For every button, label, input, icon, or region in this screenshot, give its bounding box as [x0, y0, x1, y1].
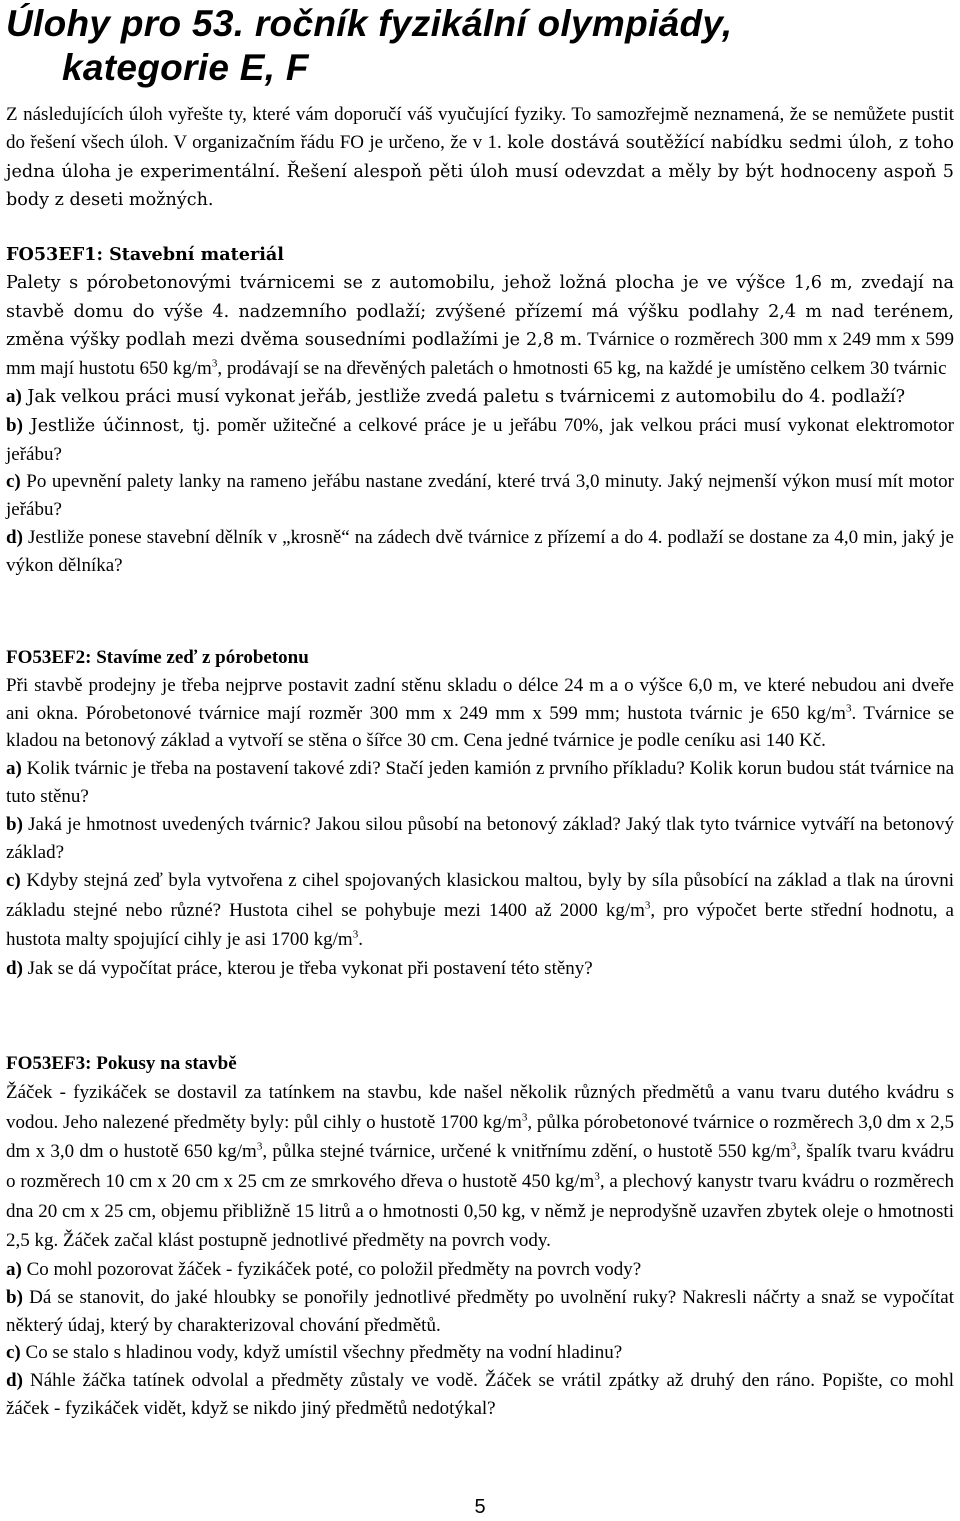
- task-2-heading: FO53EF2: Stavíme zeď z pórobetonu: [6, 647, 309, 668]
- question-label-c: c): [6, 471, 21, 493]
- question-text-a: Co mohl pozorovat žáček - fyzikáček poté, co položil předměty na povrch vody?: [21, 1259, 642, 1281]
- title-line-2: kategorie E, F: [62, 47, 309, 88]
- question-text-b: Dá se stanovit, do jaké hloubky se ponořily jednotlivé předměty po uvolnění ruky? Nakresli náčrty a snaž se vypočítat některý údaj, který by charakterizoval chování předmětů.: [6, 1286, 954, 1336]
- task-3-body-a: Žáček - fyzikáček se dostavil za tatínkem na stavbu, kde našel několik různých předmětů a vanu tvaru dutého kvádru s vodou. Jeho nalezené předměty byly: půl cihly o hustotě 1700 kg/m: [6, 1081, 954, 1133]
- question-label-b: b): [6, 1286, 23, 1308]
- task-2-body-a: Při stavbě prodejny je třeba nejprve postavit zadní stěnu skladu o délce 24 m a o výšce 6,0 m, ve které nebudou ani dveře ani okna. Pórobetonové tvárnice mají rozměr 300 mm x 249 mm x 599 mm; hustota tvárnic je 650 kg/m: [6, 674, 954, 724]
- task-1: [6, 241, 954, 580]
- question-label-c: c): [6, 870, 21, 892]
- question-text-c-3: .: [358, 929, 363, 951]
- question-label-d: d): [6, 957, 23, 979]
- question-text-d: Jak se dá vypočítat práce, kterou je třeba vykonat při postavení této stěny?: [22, 957, 593, 979]
- superscript: 3: [256, 1140, 263, 1153]
- task-3-body-b: , půlka pórobetonové tvárnice o rozměrech 3,0 dm x 2,5 dm x 3,0 dm o hustotě 650 kg/m: [6, 1111, 955, 1163]
- question-text-d: Náhle žáčka tatínek odvolal a předměty zůstaly ve vodě. Žáček se vrátil zpátky až druhý den ráno. Popište, co mohl žáček - fyzikáček vidět, když se nikdo jiný předmětů nedotýkal?: [6, 1370, 954, 1419]
- question-text-a: Jak velkou práci musí vykonat jeřáb, jestliže zvedá paletu s tvárnicemi z automobilu do 4. podlaží?: [21, 386, 906, 407]
- question-label-a: a): [6, 385, 22, 407]
- title-line-1: Úlohy pro 53. ročník fyzikální olympiády,: [6, 3, 733, 44]
- task-3-body-c: , půlka stejné tvárnice, určené k vnitřnímu zdění, o hustotě 550 kg/m: [262, 1141, 791, 1163]
- question-label-d: d): [6, 1370, 23, 1392]
- superscript: 3: [352, 929, 359, 942]
- task-2-body-b: . Tvárnice se kladou na betonový základ a vytvoří se stěna o šířce 30 cm. Cena jedné tvárnice je podle ceníku asi 140 Kč.: [6, 702, 955, 752]
- question-label-b: b): [6, 414, 23, 436]
- superscript: 3: [644, 899, 651, 912]
- intro-text-b: kole dostává soutěžící nabídku sedmi úloh, z toho jedna úloha je experimentální. Řešení alespoň pěti úloh musí odevzdat a měly by být hodnoceny aspoň 5 body z deseti možných.: [6, 132, 955, 211]
- intro-text-a: Z následujících úloh vyřešte ty, které vám doporučí váš vyučující fyziky. To samozřejmě neznamená, že se nemůžete pustit do řešení všech úloh. V organizačním řádu FO je určeno, že v 1.: [6, 104, 954, 153]
- task-1-body-a: Palety s pórobetonovými tvárnicemi se z automobilu, jehož ložná plocha je ve výšce 1,6 m, zvedají na stavbě domu do výše 4. nadzemního podlaží; zvýšené přízemí má výšku podlahy 2,4 m nad terénem, změna výšky podlah mezi dvěma sousedními podlažími je 2,8 m.: [6, 272, 954, 351]
- question-label-a: a): [6, 758, 22, 780]
- question-label-a: a): [6, 1259, 22, 1281]
- question-text-c-2: , pro výpočet berte střední hodnotu, a hustota malty spojující cihly je asi 1700 kg/m: [6, 899, 954, 951]
- task-3-body-d: , špalík tvaru kvádru o rozměrech 10 cm x 20 cm x 25 cm ze smrkového dřeva o hustotě 450 kg/m: [6, 1141, 955, 1192]
- question-text-b-1: Jestliže účinnost, tj.: [22, 415, 211, 436]
- question-label-b: b): [6, 813, 23, 835]
- superscript: 3: [594, 1170, 600, 1183]
- question-label-d: d): [6, 526, 23, 548]
- task-1-body-c: , prodávají se na dřevěných paletách o hmotnosti 65 kg, na každé je umístěno celkem 30 tvárnic: [217, 358, 947, 380]
- question-text-c: Co se stalo s hladinou vody, když umístil všechny předměty na vodní hladinu?: [20, 1342, 623, 1364]
- task-2: [6, 644, 954, 983]
- question-text-c-1: Kdyby stejná zeď byla vytvořena z cihel spojovaných klasickou maltou, byly by síla působící na základ a tlak na úrovni základu stejné nebo různé? Hustota cihel se pohybuje mezi 1400 až 2000 kg/m: [6, 870, 954, 921]
- question-label-c: c): [6, 1342, 21, 1364]
- superscript: 3: [845, 702, 852, 715]
- task-3: [6, 1050, 954, 1423]
- question-text-a: Kolik tvárnic je třeba na postavení takové zdi? Stačí jeden kamión z prvního příkladu? Kolik korun budou stát tvárnice na tuto stěnu?: [6, 758, 954, 807]
- task-1-heading: FO53EF1: Stavební materiál: [6, 244, 284, 265]
- task-3-heading: FO53EF3: Pokusy na stavbě: [6, 1053, 237, 1074]
- task-1-body-b: Tvárnice o rozměrech 300 mm x 249 mm x 599 mm mají hustotu 650 kg/m: [6, 329, 954, 380]
- page-title: [6, 2, 946, 90]
- intro-paragraph: [6, 101, 954, 215]
- superscript: 3: [790, 1140, 797, 1153]
- superscript: 3: [211, 357, 218, 370]
- question-text-b: Jaká je hmotnost uvedených tvárnic? Jakou silou působí na betonový základ? Jaký tlak tyto tvárnice vytváří na betonový základ?: [6, 813, 954, 863]
- question-text-d: Jestliže ponese stavební dělník v „krosně“ na zádech dvě tvárnice z přízemí a do 4. podlaží se dostane za 4,0 min, jaký je výkon dělníka?: [6, 526, 954, 576]
- superscript: 3: [521, 1111, 528, 1124]
- page-number: 5: [474, 1496, 486, 1518]
- question-text-c: Po upevnění palety lanky na rameno jeřábu nastane zvedání, které trvá 3,0 minuty. Jaký nejmenší výkon musí mít motor jeřábu?: [6, 471, 954, 521]
- question-text-b-2: poměr užitečné a celkové práce je u jeřábu 70%, jak velkou práci musí vykonat elektromotor jeřábu?: [6, 414, 954, 465]
- task-3-body-e: , a plechový kanystr tvaru kvádru o rozměrech dna 20 cm x 25 cm, objemu přibližně 15 litrů a o hmotnosti 0,50 kg, v němž je neprodyšně uzavřen zbytek oleje o hmotnosti 2,5 kg. Žáček začal klást postupně jednotlivé předměty na povrch vody.: [6, 1170, 954, 1252]
